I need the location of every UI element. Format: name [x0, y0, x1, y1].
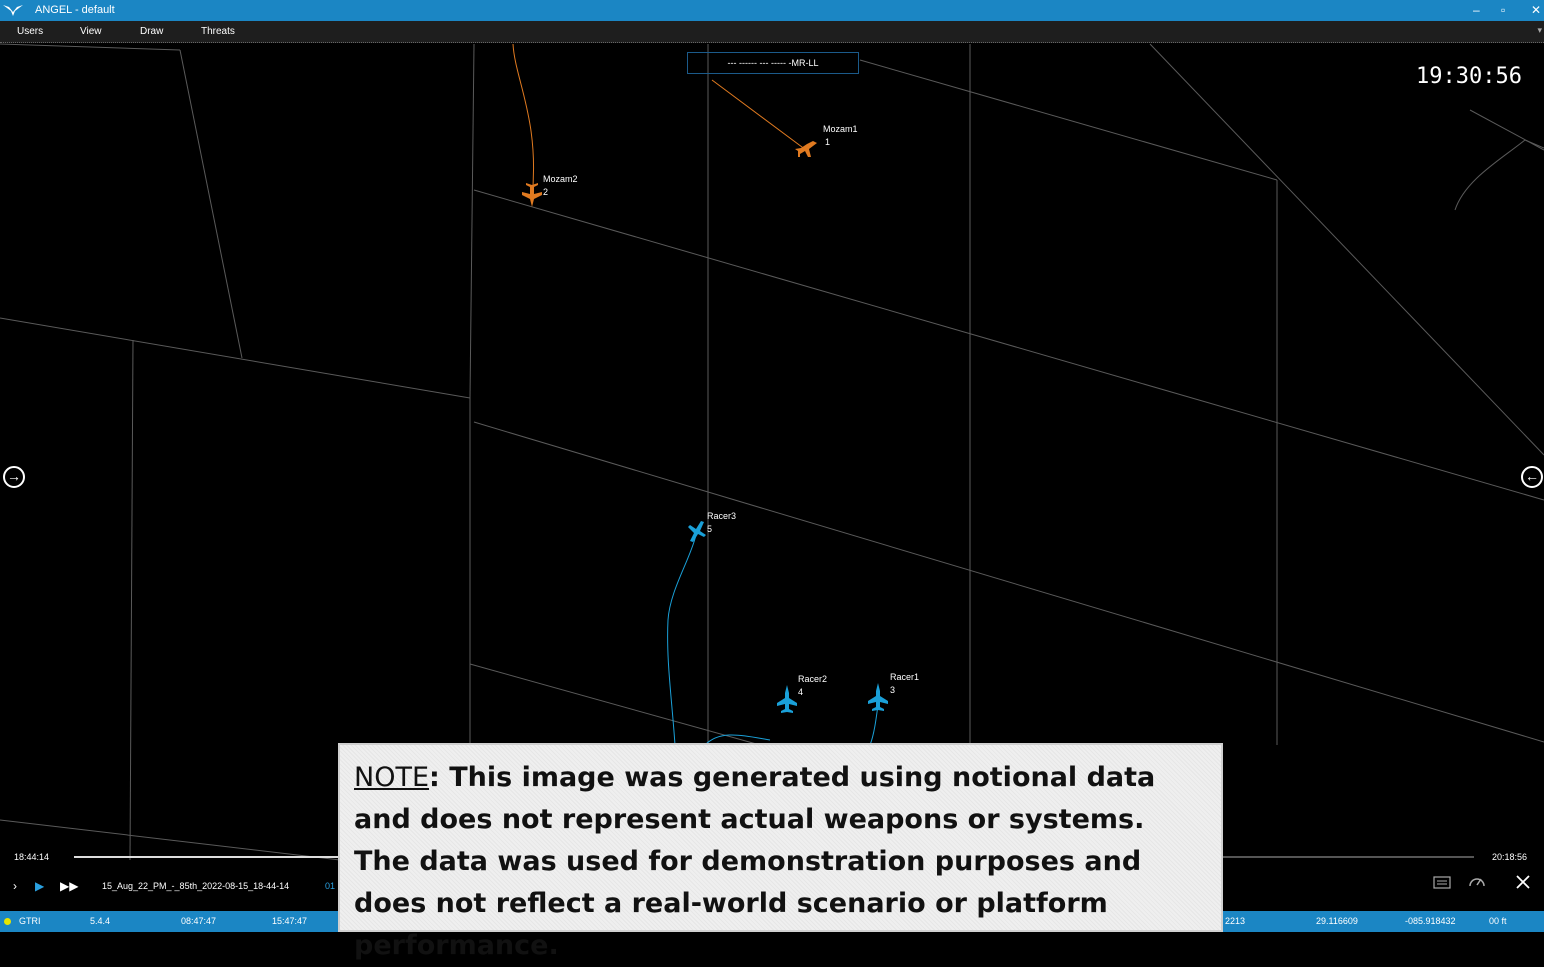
window-title: ANGEL - default	[35, 4, 115, 16]
status-time-local: 08:47:47	[181, 916, 217, 926]
status-time-zulu: 15:47:47	[272, 916, 308, 926]
disclaimer-text	[354, 757, 1207, 967]
track-name: Mozam2	[543, 174, 578, 184]
status-altitude: 00 ft	[1489, 916, 1507, 926]
status-org: GTRI	[19, 916, 41, 926]
track-id: 4	[798, 687, 804, 697]
status-version: 5.4.4	[90, 916, 111, 926]
note-title: NOTE	[354, 762, 430, 793]
folder-icon[interactable]	[1432, 872, 1452, 892]
step-forward-icon[interactable]: ›	[13, 879, 17, 893]
track-id: 2	[543, 187, 549, 197]
disclaimer-note	[338, 743, 1223, 961]
track-id: 5	[707, 524, 713, 534]
track-id: 1	[825, 137, 831, 147]
scenario-name: 15_Aug_22_PM_-_85th_2022-08-15_18-44-14	[102, 881, 290, 891]
note-body: : This image was generated using notional data and does not represent actual weapons or systems. The data was used for demonstration purposes and does not reflect a real-world scenario or platform performance.	[354, 762, 1156, 961]
playback-end-time: 20:18:56	[1492, 852, 1528, 862]
track-id: 3	[890, 685, 896, 695]
menu-view[interactable]: View	[80, 26, 102, 37]
close-window-button[interactable]: ✕	[1531, 3, 1542, 17]
track-label-mozam2	[543, 173, 578, 199]
playback-slider-fill	[74, 856, 354, 858]
menu-bar	[0, 21, 1544, 43]
track-name: Racer1	[890, 672, 920, 682]
expand-right-panel-icon[interactable]: ←	[1521, 466, 1543, 488]
gauge-icon[interactable]	[1467, 872, 1487, 892]
menu-threats[interactable]: Threats	[201, 26, 235, 37]
track-label-racer2	[798, 673, 827, 699]
track-label-mozam1	[823, 123, 858, 149]
scenario-suffix: 01	[325, 881, 336, 891]
status-field: 2213	[1225, 916, 1246, 926]
connection-status-icon	[4, 918, 11, 925]
angel-logo-icon	[3, 3, 23, 17]
mission-clock: 19:30:56	[1416, 64, 1522, 89]
track-name: Mozam1	[823, 124, 858, 134]
jet-icon[interactable]	[686, 519, 708, 543]
menu-draw[interactable]: Draw	[140, 26, 164, 37]
menu-users[interactable]: Users	[17, 26, 44, 37]
fast-forward-icon[interactable]: ▶▶	[60, 879, 79, 893]
track-name: Racer3	[707, 511, 737, 521]
close-icon[interactable]	[1513, 872, 1533, 892]
playback-start-time: 18:44:14	[14, 852, 50, 862]
track-label-racer3	[707, 510, 736, 536]
jet-icon[interactable]	[521, 183, 543, 207]
maximize-button[interactable]: ▫	[1501, 3, 1506, 17]
expand-left-panel-icon[interactable]: →	[3, 466, 25, 488]
title-bar	[0, 0, 1544, 21]
jet-icon[interactable]	[867, 683, 889, 711]
status-latitude: 29.116609	[1316, 916, 1358, 926]
play-icon[interactable]: ▶	[35, 879, 45, 893]
minimize-button[interactable]: –	[1473, 3, 1480, 17]
jet-icon[interactable]	[776, 685, 798, 713]
status-longitude: -085.918432	[1405, 916, 1456, 926]
bearing-readout: --- ------ --- ----- -MR-LL	[687, 52, 859, 74]
chevron-down-icon[interactable]: ▾	[1537, 25, 1542, 35]
track-name: Racer2	[798, 674, 828, 684]
jet-icon[interactable]	[795, 139, 819, 161]
track-label-racer1	[890, 671, 919, 697]
